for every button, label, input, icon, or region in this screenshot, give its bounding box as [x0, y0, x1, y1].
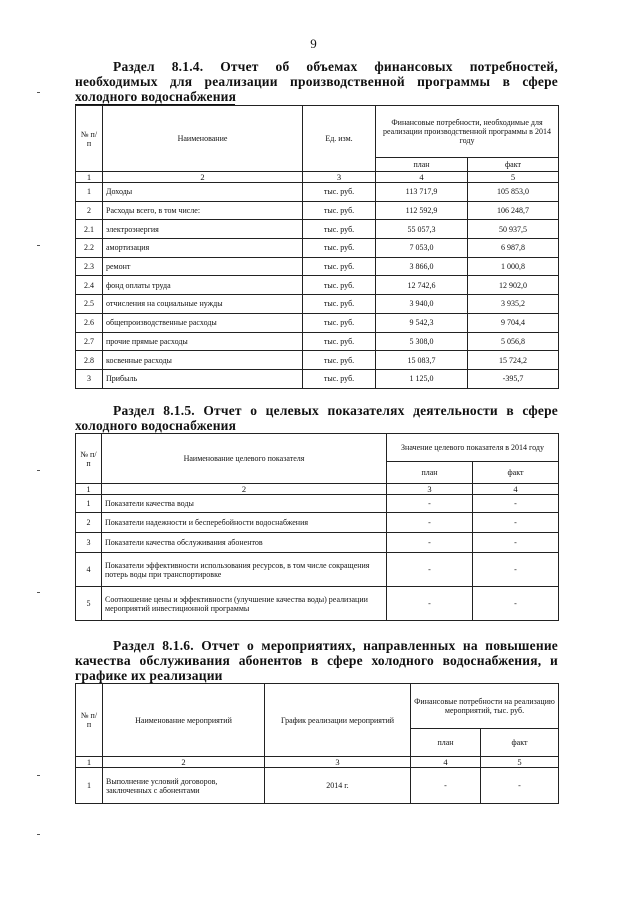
table-cell: амортизация [103, 239, 303, 258]
table-cell: 1 [76, 183, 103, 202]
table-cell: Показатели надежности и бесперебойности водоснабжения [102, 513, 387, 533]
table-cell: 3 940,0 [376, 295, 468, 314]
table-cell: 4 [76, 553, 102, 587]
col-number: 1 [76, 757, 103, 768]
table-row [76, 351, 559, 370]
table-cell: 15 724,2 [468, 351, 559, 370]
table-cell: Показатели эффективности использования ресурсов, в том числе сокращения потерь воды при транспортировке [102, 553, 387, 587]
section-815-heading [75, 403, 558, 434]
table-cell: 2.4 [76, 276, 103, 295]
header-finance: Финансовые потребности, необходимые для реализации производственной программы в 2014 году [376, 106, 559, 158]
table-cell: - [473, 587, 559, 621]
col-number: 4 [376, 172, 468, 183]
table-cell: тыс. руб. [303, 220, 376, 239]
table-cell: тыс. руб. [303, 239, 376, 258]
table-cell: - [387, 495, 473, 513]
table-row [76, 239, 559, 258]
table-cell: Расходы всего, в том числе: [103, 201, 303, 220]
table-cell: 5 056,8 [468, 332, 559, 351]
header-num: № п/п [76, 434, 102, 484]
table-cell: 2.6 [76, 313, 103, 332]
col-number: 2 [103, 172, 303, 183]
table-cell: 5 308,0 [376, 332, 468, 351]
table-cell: 113 717,9 [376, 183, 468, 202]
section-815-prefix: Раздел [113, 403, 155, 418]
table-cell: - [473, 513, 559, 533]
scan-mark [37, 92, 40, 93]
table-cell: 2014 г. [265, 768, 411, 804]
table-cell: 2.7 [76, 332, 103, 351]
table-cell: тыс. руб. [303, 351, 376, 370]
table-cell: тыс. руб. [303, 257, 376, 276]
table-row [76, 513, 559, 533]
table-row [76, 201, 559, 220]
table-cell: 9 704,4 [468, 313, 559, 332]
table-cell: 1 [76, 495, 102, 513]
header-finance: Финансовые потребности на реализацию мероприятий, тыс. руб. [411, 684, 559, 729]
table-cell: Доходы [103, 183, 303, 202]
section-816-title: 8.1.6. Отчет о мероприятиях, направленных на повышение качества обслуживания абонентов в сфере холодного водоснабжения, и графике их реализации [75, 638, 558, 683]
table-cell: прочие прямые расходы [103, 332, 303, 351]
section-816-prefix: Раздел [113, 638, 155, 653]
table-cell: электроэнергия [103, 220, 303, 239]
table-row [76, 220, 559, 239]
table-cell: - [473, 495, 559, 513]
table-cell: отчисления на социальные нужды [103, 295, 303, 314]
header-plan: план [411, 729, 481, 757]
table-row [76, 183, 559, 202]
table-cell: -395,7 [468, 369, 559, 388]
col-number: 1 [76, 484, 102, 495]
scan-mark [37, 245, 40, 246]
header-unit: Ед. изм. [303, 106, 376, 172]
header-name: Наименование целевого показателя [102, 434, 387, 484]
header-name: Наименование [103, 106, 303, 172]
col-number: 2 [102, 484, 387, 495]
table-cell: 106 248,7 [468, 201, 559, 220]
table-cell: 15 083,7 [376, 351, 468, 370]
table-cell: Показатели качества обслуживания абонентов [102, 533, 387, 553]
table-cell: 3 [76, 369, 103, 388]
table-row [76, 768, 559, 804]
table-cell: фонд оплаты труда [103, 276, 303, 295]
page-number: 9 [310, 36, 317, 51]
col-number: 2 [103, 757, 265, 768]
col-number: 3 [265, 757, 411, 768]
col-number: 3 [387, 484, 473, 495]
section-815-title: 8.1.5. Отчет о целевых показателях деятельности в сфере холодного водоснабжения [75, 403, 558, 433]
table-cell: Прибыль [103, 369, 303, 388]
table-cell: 105 853,0 [468, 183, 559, 202]
scan-mark [37, 470, 40, 471]
table-cell: 5 [76, 587, 102, 621]
table-cell: 2.8 [76, 351, 103, 370]
table-cell: косвенные расходы [103, 351, 303, 370]
table-cell: 1 125,0 [376, 369, 468, 388]
table-cell: тыс. руб. [303, 183, 376, 202]
table-cell: 1 [76, 768, 103, 804]
section-814-title: 8.1.4. Отчет об объемах финансовых потребностей, необходимых для реализации производственной программы в сфере холодного водоснабжения [75, 59, 558, 104]
table-cell: 2.5 [76, 295, 103, 314]
table-cell: 7 053,0 [376, 239, 468, 258]
table-cell: 6 987,8 [468, 239, 559, 258]
header-schedule: График реализации мероприятий [265, 684, 411, 757]
header-plan: план [376, 158, 468, 172]
table-cell: тыс. руб. [303, 313, 376, 332]
table-cell: - [387, 553, 473, 587]
table-cell: 9 542,3 [376, 313, 468, 332]
col-number: 1 [76, 172, 103, 183]
table-cell: 2.1 [76, 220, 103, 239]
header-plan: план [387, 462, 473, 484]
table-row [76, 276, 559, 295]
table-816 [75, 683, 559, 804]
table-cell: - [387, 513, 473, 533]
table-row [76, 533, 559, 553]
table-cell: - [473, 553, 559, 587]
table-cell: ремонт [103, 257, 303, 276]
table-cell: 12 902,0 [468, 276, 559, 295]
col-number: 3 [303, 172, 376, 183]
section-814-prefix: Раздел [113, 59, 155, 74]
table-row [76, 369, 559, 388]
header-fact: факт [473, 462, 559, 484]
table-cell: - [473, 533, 559, 553]
scan-mark [37, 592, 40, 593]
section-814-heading [75, 59, 558, 105]
table-row [76, 257, 559, 276]
header-fact: факт [468, 158, 559, 172]
table-cell: общепроизводственные расходы [103, 313, 303, 332]
table-cell: 2.3 [76, 257, 103, 276]
table-cell: 112 592,9 [376, 201, 468, 220]
table-cell: Показатели качества воды [102, 495, 387, 513]
table-cell: тыс. руб. [303, 295, 376, 314]
table-cell: тыс. руб. [303, 276, 376, 295]
table-cell: 50 937,5 [468, 220, 559, 239]
table-cell: - [481, 768, 559, 804]
header-name: Наименование мероприятий [103, 684, 265, 757]
table-row [76, 332, 559, 351]
table-cell: тыс. руб. [303, 369, 376, 388]
table-cell: тыс. руб. [303, 332, 376, 351]
table-cell: тыс. руб. [303, 201, 376, 220]
col-number: 5 [481, 757, 559, 768]
col-number: 4 [473, 484, 559, 495]
table-cell: Соотношение цены и эффективности (улучшение качества воды) реализации мероприятий инвестиционной программы [102, 587, 387, 621]
table-row [76, 495, 559, 513]
header-value: Значение целевого показателя в 2014 году [387, 434, 559, 462]
section-816-heading [75, 638, 558, 684]
table-cell: 2 [76, 201, 103, 220]
table-cell: 3 866,0 [376, 257, 468, 276]
table-row [76, 553, 559, 587]
header-fact: факт [481, 729, 559, 757]
table-cell: - [411, 768, 481, 804]
table-cell: 1 000,8 [468, 257, 559, 276]
table-cell: Выполнение условий договоров, заключенных с абонентами [103, 768, 265, 804]
header-num: № п/п [76, 106, 103, 172]
scan-mark [37, 834, 40, 835]
table-row [76, 295, 559, 314]
table-cell: 3 935,2 [468, 295, 559, 314]
table-cell: 2.2 [76, 239, 103, 258]
table-815 [75, 433, 559, 621]
table-cell: 55 057,3 [376, 220, 468, 239]
col-number: 5 [468, 172, 559, 183]
table-814 [75, 105, 559, 389]
table-cell: 12 742,6 [376, 276, 468, 295]
table-row [76, 587, 559, 621]
table-cell: 2 [76, 513, 102, 533]
table-cell: - [387, 533, 473, 553]
scan-mark [37, 775, 40, 776]
table-row [76, 313, 559, 332]
table-cell: - [387, 587, 473, 621]
col-number: 4 [411, 757, 481, 768]
header-num: № п/п [76, 684, 103, 757]
table-cell: 3 [76, 533, 102, 553]
